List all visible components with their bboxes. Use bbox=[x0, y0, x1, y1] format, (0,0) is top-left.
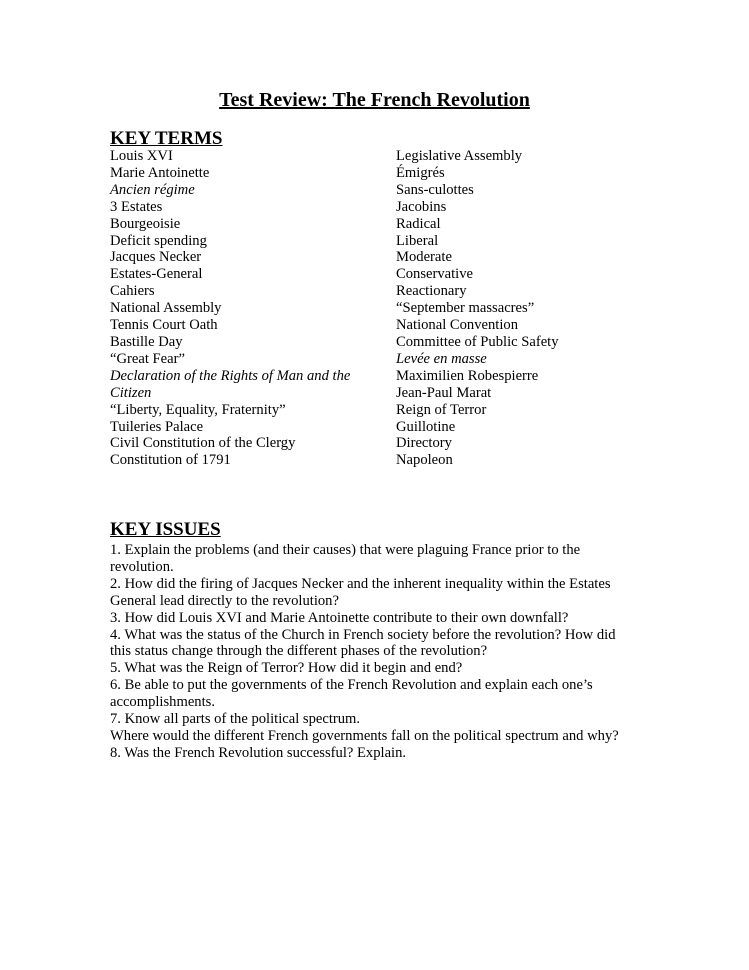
key-issue-item: 7. Know all parts of the political spectrum. bbox=[110, 711, 361, 728]
key-term-item: Sans-culottes bbox=[396, 181, 474, 198]
key-term-item: Conservative bbox=[396, 266, 474, 283]
key-term-item: Ancien régime bbox=[110, 181, 195, 198]
key-term-item: Civil Constitution of the Clergy bbox=[110, 435, 296, 452]
page-title bbox=[0, 89, 749, 112]
page-title-text: Test Review: The French Revolution bbox=[219, 89, 530, 111]
key-term-item: Jacobins bbox=[396, 198, 447, 215]
key-term-item: Estates-General bbox=[110, 266, 203, 283]
key-term-item: Tuileries Palace bbox=[110, 418, 204, 435]
key-terms-left-column bbox=[110, 148, 350, 469]
key-term-item: Reign of Terror bbox=[396, 401, 487, 418]
key-term-item: Committee of Public Safety bbox=[396, 333, 559, 350]
key-issue-item: 6. Be able to put the governments of the French Revolution and explain each one’s accomplishments. bbox=[110, 677, 593, 711]
key-term-item: National Assembly bbox=[110, 300, 222, 317]
key-term-item: Napoleon bbox=[396, 452, 453, 469]
key-term-item: Guillotine bbox=[396, 418, 456, 435]
key-terms-heading: KEY TERMS bbox=[110, 128, 223, 149]
key-term-item: “September massacres” bbox=[396, 300, 535, 317]
key-term-item: Louis XVI bbox=[110, 148, 173, 164]
key-issues-heading: KEY ISSUES bbox=[110, 519, 221, 540]
key-term-item: National Convention bbox=[396, 317, 519, 334]
key-term-item: Jean-Paul Marat bbox=[396, 384, 492, 401]
key-term-item: Directory bbox=[396, 435, 452, 452]
key-term-item: 3 Estates bbox=[110, 198, 163, 215]
key-issue-item: 5. What was the Reign of Terror? How did it begin and end? bbox=[110, 660, 463, 677]
key-term-item: Marie Antoinette bbox=[110, 164, 210, 181]
key-term-item: Liberal bbox=[396, 232, 439, 249]
key-issue-item: 8. Was the French Revolution successful? Explain. bbox=[110, 744, 407, 761]
key-term-item: Cahiers bbox=[110, 283, 155, 300]
key-term-item: Bastille Day bbox=[110, 333, 183, 350]
key-issues-list bbox=[110, 542, 670, 762]
key-term-item: Constitution of 1791 bbox=[110, 452, 231, 469]
key-issue-item: 3. How did Louis XVI and Marie Antoinette contribute to their own downfall? bbox=[110, 609, 569, 626]
key-term-item: Tennis Court Oath bbox=[110, 317, 218, 334]
key-term-item: Bourgeoisie bbox=[110, 215, 181, 232]
key-term-item: Radical bbox=[396, 215, 441, 232]
key-issue-item: Where would the different French governments fall on the political spectrum and why? bbox=[110, 727, 619, 744]
key-issue-item: 1. Explain the problems (and their causes) that were plaguing France prior to the revolution. bbox=[110, 542, 581, 575]
key-term-item: Moderate bbox=[396, 249, 452, 266]
key-term-item: Maximilien Robespierre bbox=[396, 367, 539, 384]
key-term-item: Declaration of the Rights of Man and the bbox=[110, 367, 351, 384]
key-issue-item: 4. What was the status of the Church in French society before the revolution? How did this status change through the different phases of the revolution? bbox=[110, 626, 616, 660]
key-term-item: Levée en masse bbox=[396, 350, 487, 367]
key-issue-item: 2. How did the firing of Jacques Necker and the inherent inequality within the Estates General lead directly to the revolution? bbox=[110, 575, 611, 609]
key-terms-right-column bbox=[396, 148, 559, 469]
key-term-item: Reactionary bbox=[396, 283, 467, 300]
key-term-item: “Liberty, Equality, Fraternity” bbox=[110, 401, 286, 418]
key-term-item: Jacques Necker bbox=[110, 249, 202, 266]
key-term-item: Legislative Assembly bbox=[396, 148, 523, 164]
key-term-item: “Great Fear” bbox=[110, 350, 185, 367]
key-term-item: Citizen bbox=[110, 384, 152, 401]
key-term-item: Deficit spending bbox=[110, 232, 207, 249]
key-term-item: Émigrés bbox=[396, 164, 445, 181]
